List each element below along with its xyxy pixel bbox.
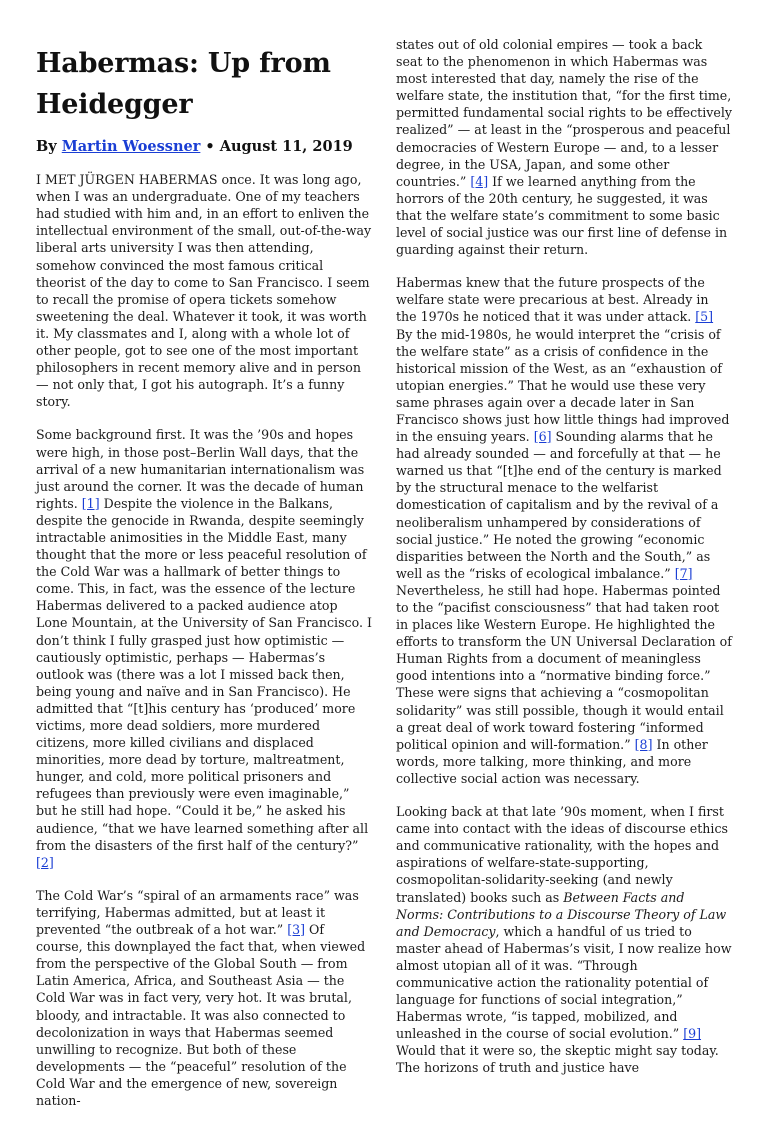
footnote-link-1[interactable]: [1] bbox=[81, 495, 100, 511]
footnote-link-5[interactable]: [5] bbox=[695, 309, 714, 325]
footnote-link-6[interactable]: [6] bbox=[533, 429, 552, 445]
right-column bbox=[396, 36, 732, 1093]
footnote-link-7[interactable]: [7] bbox=[674, 565, 693, 581]
paragraph: Some background first. It was the ’90s and hopes were high, in those post–Berlin Wall days, that the arrival of a new humanitarian internationalism was just around the corner. It was the decade of human rights. [1] Despite the violence in the Balkans, despite the genocide in Rwanda, despite seemingly intractable animosities in the Middle East, many thought that the more or less peaceful resolution of the Cold War was a hallmark of better things to come. This, in fact, was the essence of the lecture Habermas delivered to a packed audience atop Lone Mountain, at the University of San Francisco. I don’t think I fully grasped just how optimistic — cautiously optimistic, perhaps — Habermas’s outlook was (there was a lot I missed back then, being young and naïve and in San Francisco). He admitted that “[t]his century has ‘produced’ more victims, more dead soldiers, more murdered citizens, more killed civilians and displaced minorities, more dead by torture, maltreatment, hunger, and cold, more political prisoners and refugees than previously were even imaginable,” but he still had hope. “Could it be,” he asked his audience, “that we have learned something after all from the disasters of the first half of the century?” [2] bbox=[36, 427, 372, 870]
footnote-link-8[interactable]: [8] bbox=[634, 736, 653, 752]
footnote-link-4[interactable]: [4] bbox=[470, 173, 489, 189]
publish-date: August 11, 2019 bbox=[219, 138, 353, 155]
book-title: Between Facts and Norms: Contributions to a Discourse Theory of Law and Democracy bbox=[396, 889, 727, 939]
paragraph: Habermas knew that the future prospects of the welfare state were precarious at best. Already in the 1970s he noticed that it was under attack. [5] By the mid-1980s, he would interpret the “crisis of the welfare state” as a crisis of confidence in the historical mission of the West, as an “exhaustion of utopian energies.” That he would use these very same phrases again over a decade later in San Francisco shows just how little things had improved in the ensuing years. [6] Sounding alarms that he had already sounded — and forcefully at that — he warned us that “[t]he end of the century is marked by the structural menace to the welfarist domestication of capitalism and by the revival of a neoliberalism unhampered by considerations of social justice.” He noted the growing “economic disparities between the North and the South,” as well as the “risks of ecological imbalance.” [7] Nevertheless, he still had hope. Habermas pointed to the “pacifist consciousness” that had taken root in places like Western Europe. He highlighted the efforts to transform the UN Universal Declaration of Human Rights from a document of meaningless good intentions into a “normative binding force.” These were signs that achieving a “cosmopolitan solidarity” was still possible, though it would entail a great deal of work toward fostering “informed political opinion and will-formation.” [8] In other words, more talking, more thinking, and more collective social action was necessary. bbox=[396, 275, 732, 786]
footnote-link-9[interactable]: [9] bbox=[683, 1026, 702, 1042]
paragraph: I MET JÜRGEN HABERMAS once. It was long ago, when I was an undergraduate. One of my teachers had studied with him and, in an effort to enliven the intellectual environment of the small, out-of-the-way liberal arts university I was then attending, somehow convinced the most famous critical theorist of the day to come to San Francisco. I seem to recall the promise of opera tickets somehow sweetening the deal. Whatever it took, it was worth it. My classmates and I, along with a whole lot of other people, got to see one of the most important philosophers in recent memory alive and in person — not only that, I got his autograph. It’s a funny story. bbox=[36, 172, 372, 410]
paragraph: states out of old colonial empires — took a back seat to the phenomenon in which Habermas was most interested that day, namely the rise of the welfare state, the institution that, “for the first time, permitted fundamental social rights to be effectively realized” — at least in the “prosperous and peaceful democracies of Western Europe — and, to a lesser degree, in the USA, Japan, and some other countries.” [4] If we learned anything from the horrors of the 20th century, he suggested, it was that the welfare state’s commitment to some basic level of social justice was our first line of defense in guarding against their return. bbox=[396, 37, 732, 258]
article-title: Habermas: Up from Heidegger bbox=[36, 48, 331, 120]
byline bbox=[36, 138, 372, 155]
byline-prefix: By bbox=[36, 138, 62, 155]
author-link[interactable]: Martin Woessner bbox=[61, 138, 201, 155]
footnote-link-3[interactable]: [3] bbox=[287, 922, 306, 938]
paragraph: The Cold War’s “spiral of an armaments race” was terrifying, Habermas admitted, but at least it prevented “the outbreak of a hot war.” [3] Of course, this downplayed the fact that, when viewed from the perspective of the Global South — from Latin America, Africa, and Southeast Asia — the Cold War was in fact very, very hot. It was brutal, bloody, and intractable. It was also connected to decolonization in ways that Habermas seemed unwilling to recognize. But both of these developments — the “peaceful” resolution of the Cold War and the emergence of new, sovereign nation- bbox=[36, 887, 366, 1108]
paragraph: Looking back at that late ’90s moment, when I first came into contact with the ideas of discourse ethics and communicative rationality, with the hopes and aspirations of welfare-state-supporting, cosmopolitan-solidarity-seeking (and newly translated) books such as Between Facts and Norms: Contributions to a Discourse Theory of Law and Democracy, which a handful of us tried to master ahead of Habermas’s visit, I now realize how almost utopian all of it was. “Through communicative action the rationality potential of language for functions of social integration,” Habermas wrote, “is tapped, mobilized, and unleashed in the course of social evolution.” [9] Would that it were so, the skeptic might say today. The horizons of truth and justice have bbox=[396, 804, 732, 1076]
left-column bbox=[36, 0, 372, 1125]
footnote-link-2[interactable]: [2] bbox=[36, 854, 54, 870]
byline-separator: • bbox=[200, 138, 220, 155]
